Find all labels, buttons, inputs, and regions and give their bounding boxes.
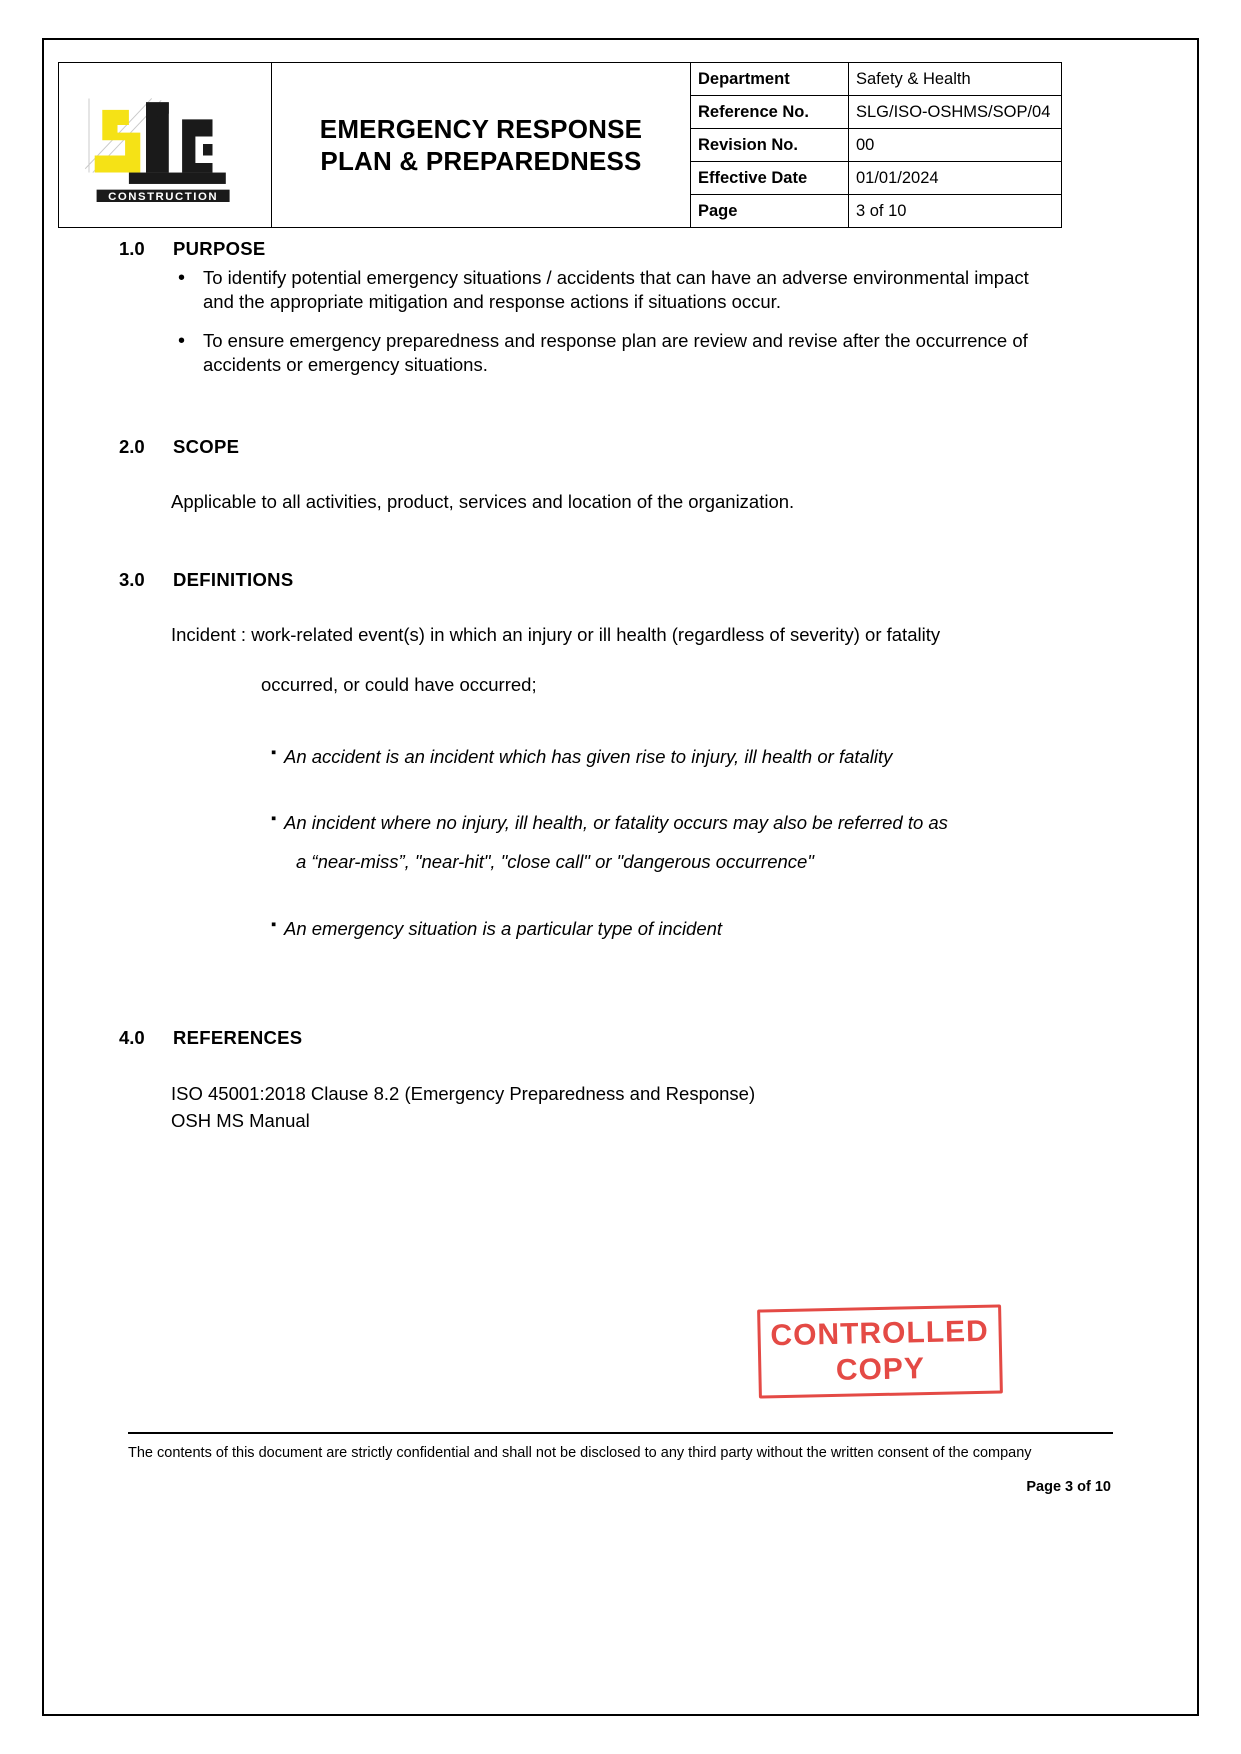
meta-row-reference-no bbox=[691, 96, 1061, 129]
list-item bbox=[58, 744, 1058, 770]
section-number-scope: 2.0 bbox=[119, 435, 145, 457]
reference-item-1: ISO 45001:2018 Clause 8.2 (Emergency Preparedness and Response) bbox=[171, 1083, 756, 1105]
definition-sub-bullet-text-1: An accident is an incident which has given rise to injury, ill health or fatality bbox=[284, 745, 893, 767]
definition-sub-bullet-text-2-cont: a “near-miss”, "near-hit", "close call" or "dangerous occurrence" bbox=[296, 851, 814, 873]
footer-confidentiality-text: The contents of this document are strictly confidential and shall not be disclosed to any third party without the written consent of the company bbox=[128, 1445, 1032, 1461]
section-definitions bbox=[58, 569, 1058, 943]
meta-value-reference-no: SLG/ISO-OSHMS/SOP/04 bbox=[849, 96, 1062, 129]
section-number-purpose: 1.0 bbox=[119, 238, 145, 259]
stamp-line-1: CONTROLLED bbox=[770, 1314, 990, 1352]
logo-icon bbox=[70, 81, 260, 209]
section-heading-scope bbox=[58, 436, 1058, 458]
meta-row-effective-date bbox=[691, 162, 1061, 195]
meta-value-department: Safety & Health bbox=[849, 63, 1062, 96]
square-bullet-icon: ▪ bbox=[271, 916, 277, 934]
controlled-copy-stamp bbox=[757, 1304, 1003, 1398]
document-header-table bbox=[58, 62, 1062, 228]
square-bullet-icon: ▪ bbox=[271, 810, 277, 828]
meta-key-reference-no: Reference No. bbox=[691, 96, 849, 129]
list-item bbox=[58, 266, 1058, 315]
meta-row-revision-no bbox=[691, 129, 1061, 162]
list-item bbox=[58, 810, 1058, 875]
definition-sub-bullet-text-3: An emergency situation is a particular type of incident bbox=[284, 918, 723, 940]
definitions-sub-bullet-list bbox=[58, 744, 1058, 943]
meta-value-effective-date: 01/01/2024 bbox=[849, 162, 1062, 195]
spacer bbox=[58, 464, 1058, 490]
document-title-line-2: PLAN & PREPAREDNESS bbox=[320, 146, 642, 176]
meta-key-department: Department bbox=[691, 63, 849, 96]
document-meta-table bbox=[691, 63, 1061, 227]
section-number-references: 4.0 bbox=[119, 1027, 145, 1049]
meta-key-effective-date: Effective Date bbox=[691, 162, 849, 195]
section-number-definitions: 3.0 bbox=[119, 568, 145, 590]
company-logo-cell bbox=[59, 63, 272, 228]
bullet-icon: • bbox=[178, 329, 186, 352]
document-meta-cell bbox=[691, 63, 1062, 228]
document-title-line-1: EMERGENCY RESPONSE bbox=[319, 113, 643, 144]
stamp-line-2: COPY bbox=[835, 1351, 926, 1387]
list-item bbox=[58, 916, 1058, 942]
meta-key-revision-no: Revision No. bbox=[691, 129, 849, 162]
slg-construction-logo bbox=[70, 81, 260, 209]
meta-key-page: Page bbox=[691, 195, 849, 228]
svg-text:CONSTRUCTION: CONSTRUCTION bbox=[108, 191, 219, 204]
section-title-definitions: DEFINITIONS bbox=[173, 568, 294, 590]
spacer bbox=[58, 392, 1058, 436]
meta-row-department bbox=[691, 63, 1061, 96]
scope-text: Applicable to all activities, product, services and location of the organization. bbox=[171, 490, 795, 512]
document-title-cell bbox=[272, 63, 691, 228]
spacer bbox=[58, 517, 1058, 569]
purpose-bullet-list bbox=[58, 266, 1058, 378]
footer-divider bbox=[128, 1432, 1113, 1434]
section-heading-references bbox=[58, 1027, 1058, 1049]
spacer bbox=[58, 1055, 1058, 1081]
reference-item-2: OSH MS Manual bbox=[171, 1109, 310, 1131]
section-title-scope: SCOPE bbox=[173, 435, 240, 457]
document-footer bbox=[128, 1432, 1113, 1495]
spacer bbox=[58, 597, 1058, 623]
square-bullet-icon: ▪ bbox=[271, 743, 277, 761]
document-body bbox=[58, 238, 1058, 1137]
footer-page-number: Page 3 of 10 bbox=[1026, 1478, 1111, 1495]
definition-sub-bullet-text-2: An incident where no injury, ill health, or fatality occurs may also be referred to as bbox=[284, 812, 948, 834]
section-scope bbox=[58, 436, 1058, 515]
meta-row-page bbox=[691, 195, 1061, 228]
definition-incident-line-2: occurred, or could have occurred; bbox=[261, 673, 537, 695]
bullet-icon: • bbox=[178, 267, 186, 289]
section-heading-purpose bbox=[58, 238, 1058, 260]
spacer bbox=[58, 983, 1058, 1027]
meta-value-page: 3 of 10 bbox=[849, 195, 1062, 228]
purpose-bullet-text-2: To ensure emergency preparedness and response plan are review and revise after the occurrence of accidents or emergency situations. bbox=[203, 329, 1028, 376]
section-references bbox=[58, 1027, 1058, 1135]
section-heading-definitions bbox=[58, 569, 1058, 591]
section-purpose bbox=[58, 238, 1058, 378]
section-title-references: REFERENCES bbox=[173, 1027, 303, 1049]
purpose-bullet-text-1: To identify potential emergency situations / accidents that can have an adverse environmental impact and the appropriate mitigation and response actions if situations occur. bbox=[203, 267, 1029, 313]
section-title-purpose: PURPOSE bbox=[173, 238, 266, 259]
list-item bbox=[58, 329, 1058, 378]
meta-value-revision-no: 00 bbox=[849, 129, 1062, 162]
definition-incident-line-1: Incident : work-related event(s) in which an injury or ill health (regardless of severity) or fatality bbox=[171, 623, 941, 645]
